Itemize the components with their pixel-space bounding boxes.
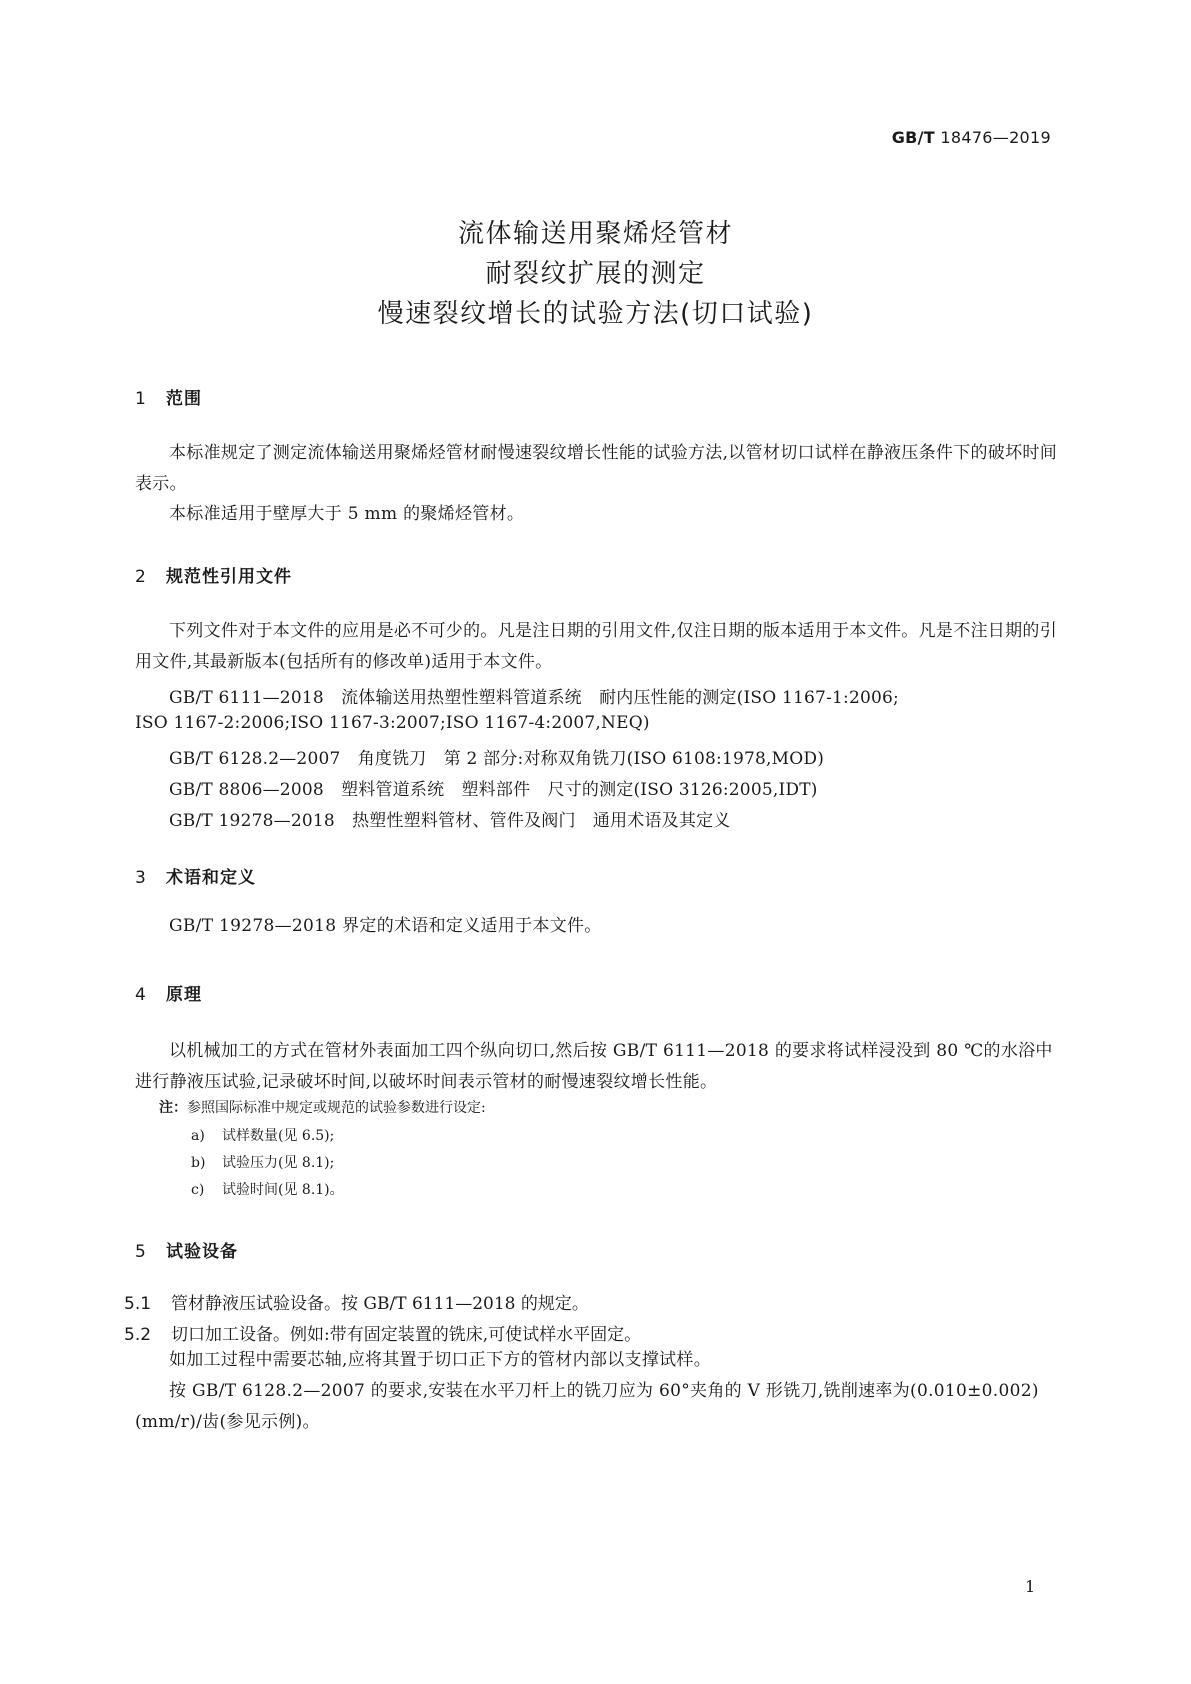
section-5-paragraph-1: 如加工过程中需要芯轴,应将其置于切口正下方的管材内部以支撑试样。 <box>169 1350 712 1370</box>
subclause-5-2 <box>124 1320 641 1345</box>
note-item-text: 试样数量(见 6.5); <box>222 1128 335 1144</box>
section-1-heading <box>135 384 202 409</box>
title-line-3: 慢速裂纹增长的试验方法(切口试验) <box>377 299 814 329</box>
section-title: 范围 <box>166 389 202 409</box>
section-1-paragraph-2: 本标准适用于壁厚大于 5 mm 的聚烯烃管材。 <box>169 504 525 524</box>
note-item-marker: a) <box>191 1128 205 1144</box>
note-item-b <box>191 1152 334 1172</box>
section-2-heading <box>135 562 292 587</box>
subclause-number: 5.2 <box>124 1325 152 1345</box>
subclause-5-1 <box>124 1289 589 1314</box>
note-item-marker: c) <box>191 1182 205 1198</box>
section-title: 规范性引用文件 <box>166 567 292 587</box>
note <box>159 1097 486 1117</box>
note-label: 注： <box>159 1100 187 1116</box>
section-title: 术语和定义 <box>166 868 256 888</box>
section-2-paragraph-1: 下列文件对于本文件的应用是必不可少的。凡是注日期的引用文件,仅注日期的版本适用于本文件。凡是不注日期的引用文件,其最新版本(包括所有的修改单)适用于本文件。 <box>135 621 1058 672</box>
section-number: 4 <box>135 985 146 1005</box>
reference-gbt-8806: GB/T 8806—2008 塑料管道系统 塑料部件 尺寸的测定(ISO 3126:2005,IDT) <box>169 780 818 800</box>
subclause-text: 切口加工设备。例如:带有固定装置的铣床,可使试样水平固定。 <box>171 1325 642 1345</box>
standard-number <box>892 128 1051 147</box>
note-item-text: 试验时间(见 8.1)。 <box>222 1182 344 1198</box>
note-item-text: 试验压力(见 8.1); <box>222 1155 335 1171</box>
section-number: 2 <box>135 567 146 587</box>
page-number: 1 <box>1025 1577 1036 1596</box>
section-3-heading <box>135 863 256 888</box>
subclause-text: 管材静液压试验设备。按 GB/T 6111—2018 的规定。 <box>171 1294 589 1314</box>
title-line-2: 耐裂纹扩展的测定 <box>485 259 706 289</box>
standard-code: 18476—2019 <box>940 128 1051 147</box>
note-text: 参照国际标准中规定或规范的试验参数进行设定: <box>187 1100 486 1116</box>
section-5-heading <box>135 1237 238 1262</box>
section-title: 试验设备 <box>166 1242 238 1262</box>
subclause-number: 5.1 <box>124 1294 152 1314</box>
title-line-1: 流体输送用聚烯烃管材 <box>457 219 733 249</box>
reference-gbt-19278: GB/T 19278—2018 热塑性塑料管材、管件及阀门 通用术语及其定义 <box>169 811 731 831</box>
section-3-paragraph-1: GB/T 19278—2018 界定的术语和定义适用于本文件。 <box>169 916 602 936</box>
section-4-paragraph-1: 以机械加工的方式在管材外表面加工四个纵向切口,然后按 GB/T 6111—2018 的要求将试样浸没到 80 ℃的水浴中进行静液压试验,记录破坏时间,以破坏时间表示管材的耐慢速裂纹增长性能。 <box>135 1041 1053 1092</box>
reference-gbt-6128-2: GB/T 6128.2—2007 角度铣刀 第 2 部分:对称双角铣刀(ISO 6108:1978,MOD) <box>169 749 825 769</box>
standard-prefix: GB/T <box>891 128 935 147</box>
note-item-c <box>191 1179 344 1199</box>
section-number: 3 <box>135 868 146 888</box>
reference-gbt-6111-continued: ISO 1167-2:2006;ISO 1167-3:2007;ISO 1167-4:2007,NEQ) <box>135 713 650 733</box>
note-item-marker: b) <box>191 1155 206 1171</box>
section-number: 5 <box>135 1242 146 1262</box>
section-number: 1 <box>135 389 146 409</box>
section-title: 原理 <box>166 985 202 1005</box>
section-1-paragraph-1: 本标准规定了测定流体输送用聚烯烃管材耐慢速裂纹增长性能的试验方法,以管材切口试样在静液压条件下的破坏时间表示。 <box>135 443 1058 494</box>
note-item-a <box>191 1125 334 1145</box>
section-4-heading <box>135 980 202 1005</box>
reference-gbt-6111: GB/T 6111—2018 流体输送用热塑性塑料管道系统 耐内压性能的测定(ISO 1167-1:2006; <box>169 688 899 708</box>
section-5-paragraph-2: 按 GB/T 6128.2—2007 的要求,安装在水平刀杆上的铣刀应为 60°夹角的 V 形铣刀,铣削速率为(0.010±0.002)(mm/r)/齿(参见示例)。 <box>135 1381 1039 1432</box>
